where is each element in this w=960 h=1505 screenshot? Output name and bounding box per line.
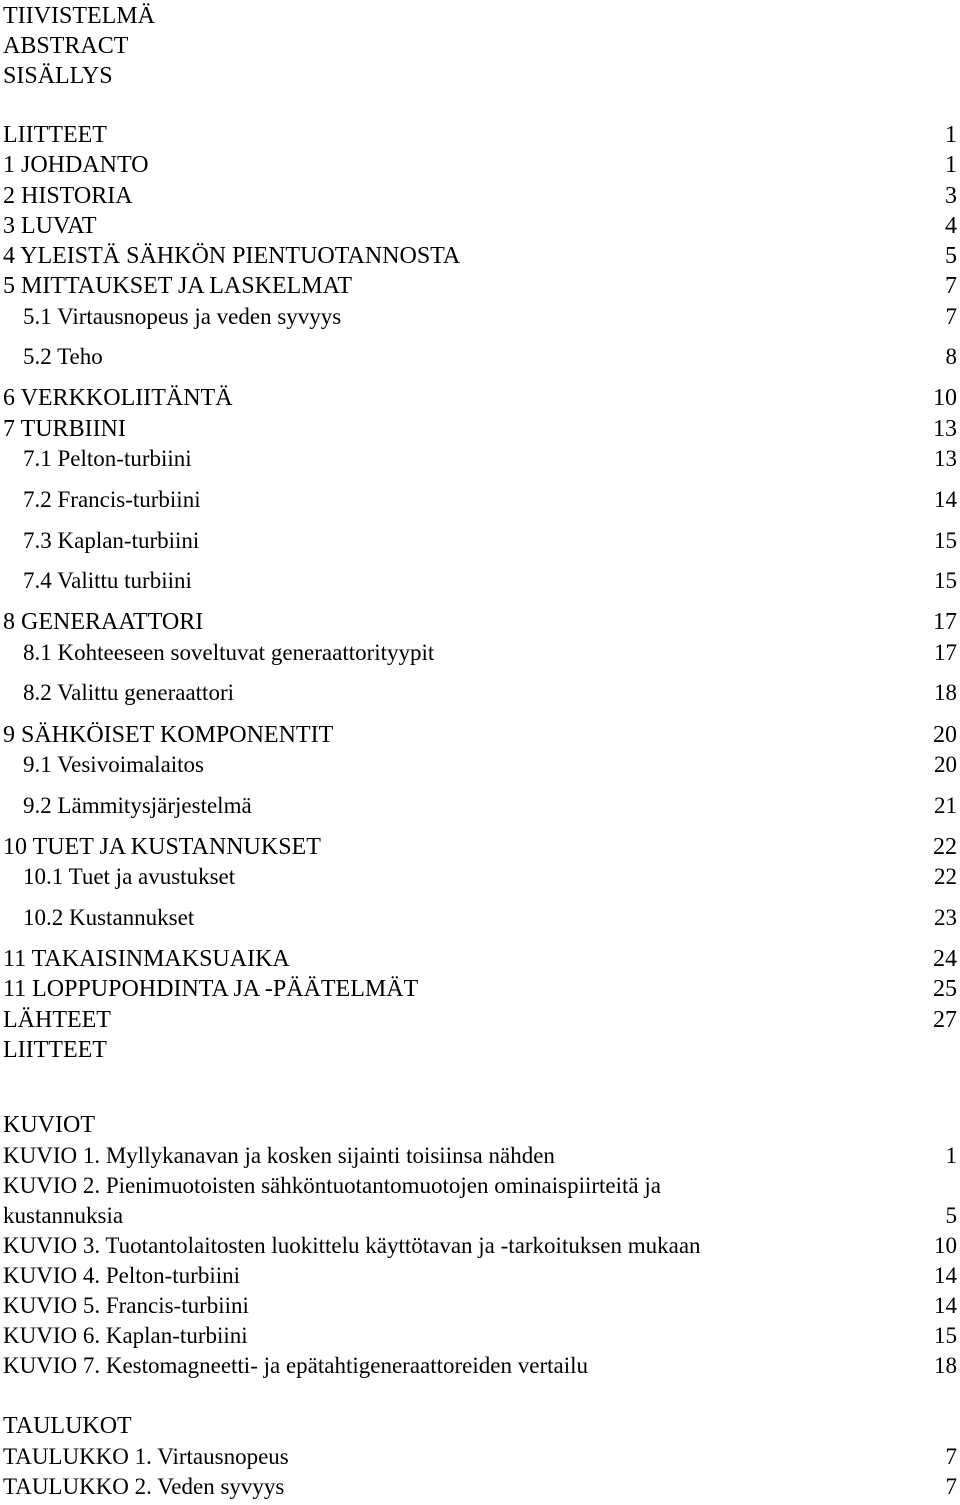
toc-entry (0, 150, 960, 180)
toc-page: 13 (933, 416, 957, 442)
toc-entry (0, 444, 960, 474)
toc-label: 7.2 Francis-turbiini (23, 487, 201, 512)
front-item-abstract (0, 31, 960, 61)
toc-entry (0, 862, 960, 892)
toc-entry (0, 342, 960, 372)
figure-entry (0, 1291, 960, 1321)
toc-label: 9.1 Vesivoimalaitos (23, 752, 205, 777)
tables-heading-text: TAULUKOT (3, 1413, 132, 1439)
figure-page: 10 (934, 1233, 957, 1258)
toc-label: 7 TURBIINI (3, 416, 126, 442)
toc-label: 11 TAKAISINMAKSUAIKA (3, 946, 290, 972)
toc-label: 8 GENERAATTORI (3, 609, 204, 635)
toc-entry (0, 638, 960, 668)
toc-page: 27 (933, 1007, 957, 1033)
toc-label: 7.1 Pelton-turbiini (23, 446, 192, 471)
toc-label: 3 LUVAT (3, 213, 97, 239)
toc-page: 18 (934, 680, 957, 705)
table-label: TAULUKKO 2. Veden syvyys (3, 1474, 285, 1499)
toc-entry (0, 302, 960, 332)
toc-entry (0, 383, 960, 413)
figure-entry (0, 1321, 960, 1351)
toc-page: 1 (945, 152, 957, 178)
toc-page: 20 (934, 752, 957, 777)
toc-label: 8.2 Valittu generaattori (23, 680, 234, 705)
figure-page: 15 (934, 1323, 957, 1348)
table-label: TAULUKKO 1. Virtausnopeus (3, 1444, 289, 1469)
front-label: TIIVISTELMÄ (3, 3, 155, 29)
toc-entry (0, 271, 960, 301)
toc-page: 8 (945, 344, 957, 369)
toc-entry (0, 526, 960, 556)
toc-entry (0, 1035, 960, 1065)
figure-label: KUVIO 1. Myllykanavan ja kosken sijainti toisiinsa nähden (3, 1143, 555, 1168)
toc-label: 6 VERKKOLIITÄNTÄ (3, 385, 233, 411)
toc-label: 1 JOHDANTO (3, 152, 149, 178)
toc-label: 2 HISTORIA (3, 183, 133, 209)
figure-entry (0, 1141, 960, 1171)
front-label: SISÄLLYS (3, 63, 113, 89)
toc-label: 5.2 Teho (23, 344, 103, 369)
toc-entry (0, 720, 960, 750)
toc-label: 10 TUET JA KUSTANNUKSET (3, 834, 321, 860)
toc-entry (0, 211, 960, 241)
figure-entry (0, 1171, 960, 1201)
table-entry (0, 1472, 960, 1502)
toc-page: 7 (945, 273, 957, 299)
toc-entry (0, 678, 960, 708)
toc-page: 25 (933, 976, 957, 1002)
toc-entry (0, 607, 960, 637)
figure-label: KUVIO 3. Tuotantolaitosten luokittelu käyttötavan ja -tarkoituksen mukaan (3, 1233, 701, 1258)
figure-label: KUVIO 6. Kaplan-turbiini (3, 1323, 248, 1348)
table-entry (0, 1442, 960, 1472)
figure-page: 1 (945, 1143, 957, 1168)
toc-label: 7.3 Kaplan-turbiini (23, 528, 200, 553)
toc-label: 4 YLEISTÄ SÄHKÖN PIENTUOTANNOSTA (3, 243, 461, 269)
toc-page: 17 (933, 609, 957, 635)
toc-page: 4 (945, 213, 957, 239)
toc-entry (0, 566, 960, 596)
toc-entry (0, 974, 960, 1004)
toc-entry (0, 903, 960, 933)
figure-entry (0, 1201, 960, 1231)
toc-label: 5 MITTAUKSET JA LASKELMAT (3, 273, 352, 299)
front-item-sisallys (0, 61, 960, 91)
toc-page: 3 (945, 183, 957, 209)
toc-entry (0, 791, 960, 821)
toc-label: LIITTEET (3, 1037, 107, 1063)
toc-page: 7 (945, 304, 957, 329)
toc-entry (0, 1005, 960, 1035)
toc-label: 9.2 Lämmitysjärjestelmä (23, 793, 252, 818)
table-page: 7 (945, 1444, 957, 1469)
toc-page: 24 (933, 946, 957, 972)
toc-label: LIITTEET (3, 122, 107, 148)
figure-label: kustannuksia (3, 1203, 124, 1228)
toc-page: 5 (945, 243, 957, 269)
figure-entry (0, 1261, 960, 1291)
toc-page: 22 (933, 834, 957, 860)
figures-heading-text: KUVIOT (3, 1112, 95, 1138)
toc-label: 11 LOPPUPOHDINTA JA -PÄÄTELMÄT (3, 976, 419, 1002)
toc-entry (0, 414, 960, 444)
toc-page: 20 (933, 722, 957, 748)
toc-label: 8.1 Kohteeseen soveltuvat generaattorityypit (23, 640, 435, 665)
toc-page: 13 (934, 446, 957, 471)
figure-page: 5 (945, 1203, 957, 1228)
toc-label: 10.1 Tuet ja avustukset (23, 864, 236, 889)
figure-label: KUVIO 7. Kestomagneetti- ja epätahtigeneraattoreiden vertailu (3, 1353, 588, 1378)
toc-entry (0, 485, 960, 515)
toc-label: 7.4 Valittu turbiini (23, 568, 192, 593)
front-label: ABSTRACT (3, 33, 129, 59)
toc-page: 10 (933, 385, 957, 411)
toc-page: 15 (934, 528, 957, 553)
toc-page: 21 (934, 793, 957, 818)
toc-label: 9 SÄHKÖISET KOMPONENTIT (3, 722, 334, 748)
toc-label: 10.2 Kustannukset (23, 905, 195, 930)
figure-page: 14 (934, 1293, 957, 1318)
toc-page: 23 (934, 905, 957, 930)
figure-label: KUVIO 2. Pienimuotoisten sähköntuotantomuotojen ominaispiirteitä ja (3, 1173, 661, 1198)
toc-page: 22 (934, 864, 957, 889)
figure-page: 18 (934, 1353, 957, 1378)
toc-entry (0, 120, 960, 150)
toc-page: 17 (934, 640, 957, 665)
toc-entry (0, 750, 960, 780)
toc-page: 1 (945, 122, 957, 148)
figure-entry (0, 1231, 960, 1261)
figure-label: KUVIO 4. Pelton-turbiini (3, 1263, 241, 1288)
front-item-tiivistelma (0, 1, 960, 31)
toc-entry (0, 944, 960, 974)
figure-page: 14 (934, 1263, 957, 1288)
table-page: 7 (945, 1474, 957, 1499)
toc-entry (0, 181, 960, 211)
tables-heading (0, 1411, 960, 1441)
toc-entry (0, 832, 960, 862)
toc-page: 15 (934, 568, 957, 593)
figure-label: KUVIO 5. Francis-turbiini (3, 1293, 249, 1318)
toc-page: 14 (934, 487, 957, 512)
toc-entry (0, 241, 960, 271)
toc-label: 5.1 Virtausnopeus ja veden syvyys (23, 304, 342, 329)
figures-heading (0, 1110, 960, 1140)
figure-entry (0, 1351, 960, 1381)
toc-label: LÄHTEET (3, 1007, 111, 1033)
